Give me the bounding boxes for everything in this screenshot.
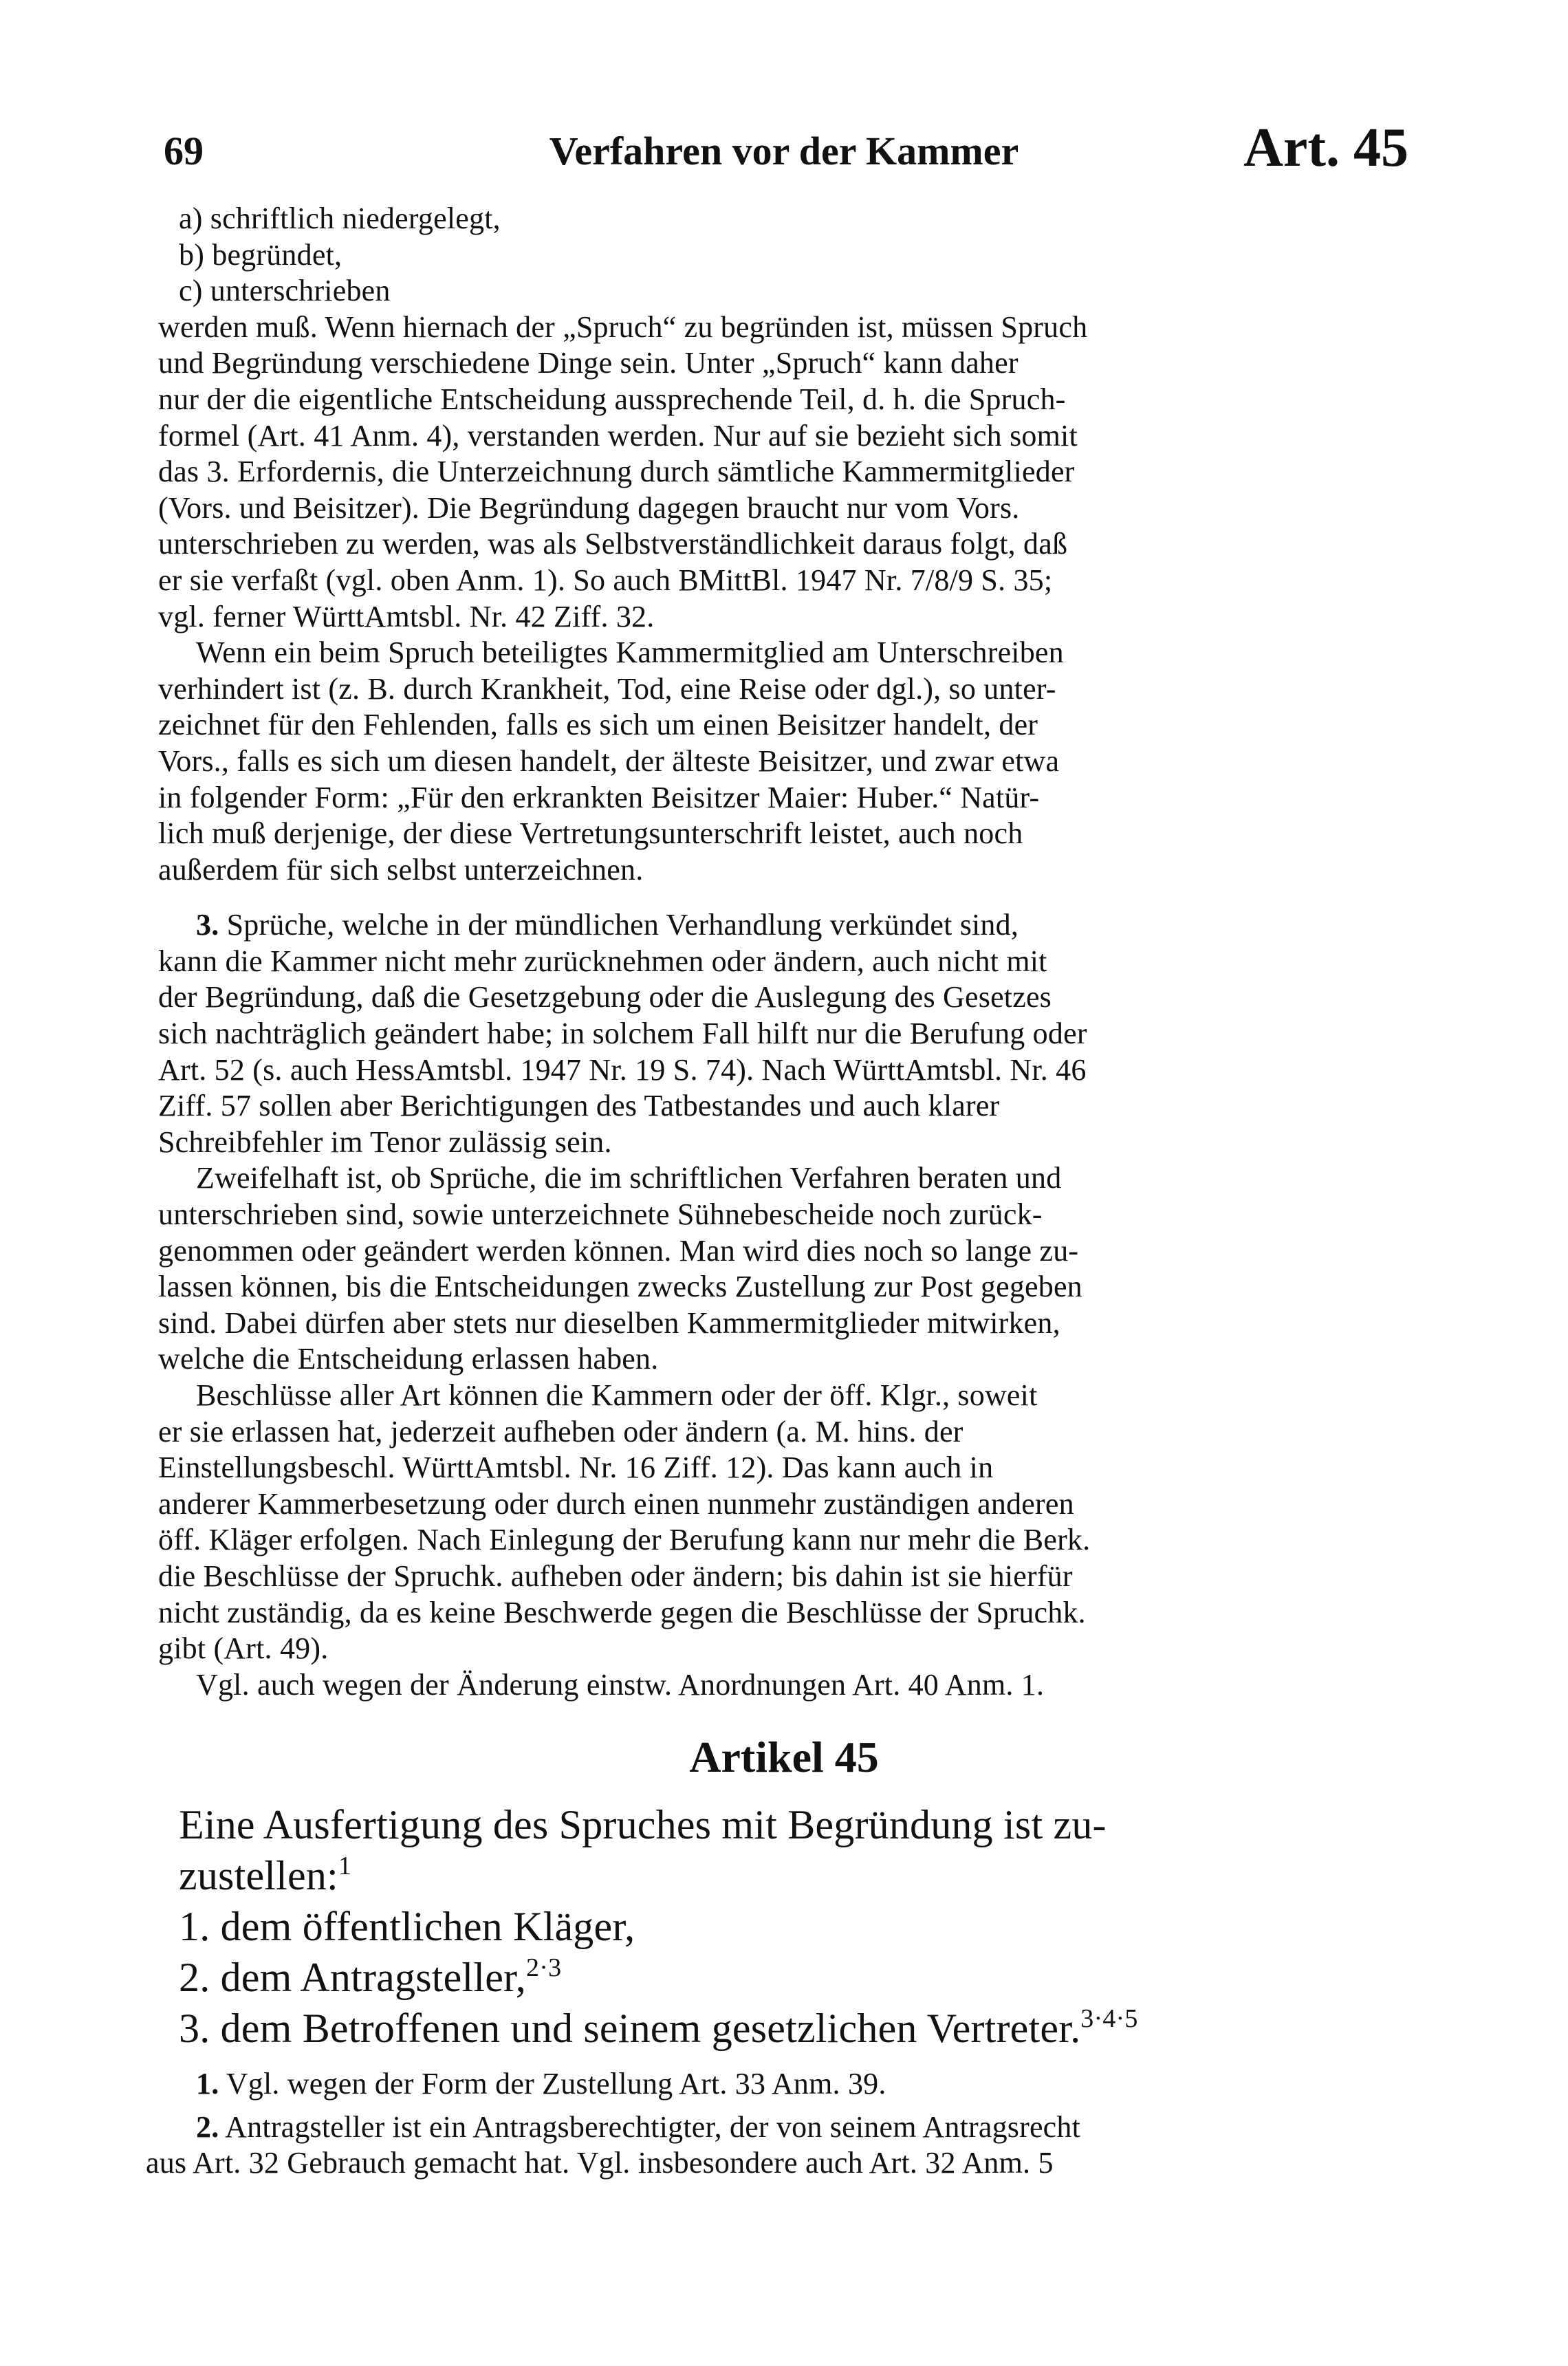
law-item (179, 1952, 1403, 2003)
text-line: kann die Kammer nicht mehr zurücknehmen oder ändern, auch nicht mit (158, 944, 1047, 978)
text-line: vgl. ferner WürttAmtsbl. Nr. 42 Ziff. 32. (158, 599, 655, 633)
text-line: gibt (Art. 49). (158, 1631, 329, 1666)
text-line: nur der die eigentliche Entscheidung aussprechende Teil, d. h. die Spruch- (158, 382, 1066, 416)
text-line: Vors., falls es sich um diesen handelt, der älteste Beisitzer, und zwar etwa (158, 744, 1060, 778)
text-line: außerdem für sich selbst unterzeichnen. (158, 852, 644, 887)
text-line: Beschlüsse aller Art können die Kammern oder der öff. Klgr., soweit (196, 1378, 1038, 1412)
note-number: 2. (196, 2109, 219, 2144)
law-item: 1. dem öffentlichen Kläger, (179, 1904, 635, 1949)
text-line: sich nachträglich geändert habe; in solchem Fall hilft nur die Berufung oder (158, 1017, 1087, 1051)
note-3 (158, 907, 1402, 1160)
text-line: Schreibfehler im Tenor zulässig sein. (158, 1125, 612, 1159)
text-line (158, 907, 1402, 944)
law-item (179, 2003, 1403, 2054)
note-number: 1. (196, 2067, 219, 2101)
running-title: Verfahren vor der Kammer (549, 129, 1019, 173)
text-line: nicht zuständig, da es keine Beschwerde gegen die Beschlüsse der Spruchk. (158, 1595, 1086, 1629)
text-line: Wenn ein beim Spruch beteiligtes Kammermitglied am Unterschreiben (196, 636, 1064, 670)
text-line: das 3. Erfordernis, die Unterzeichnung durch sämtliche Kammermitglieder (158, 455, 1075, 489)
list-item: a) schriftlich niedergelegt, (179, 202, 501, 235)
annotations-body (158, 201, 1402, 1703)
paragraph-gap (158, 888, 1402, 907)
note-2 (158, 2109, 1402, 2146)
note-1 (158, 2066, 1402, 2103)
note-text: Sprüche, welche in der mündlichen Verhandlung verkündet sind, (219, 908, 1019, 942)
text-line: unterschrieben zu werden, was als Selbstverständlichkeit daraus folgt, daß (158, 527, 1068, 561)
page-header (0, 116, 1568, 177)
text-line: er sie verfaßt (vgl. oben Anm. 1). So auch BMittBl. 1947 Nr. 7/8/9 S. 35; (158, 563, 1053, 597)
footnote-ref: 1 (338, 1852, 352, 1880)
text-line: öff. Kläger erfolgen. Nach Einlegung der Berufung kann nur mehr die Berk. (158, 1523, 1091, 1557)
paragraph-wenn (158, 635, 1402, 888)
text-line: aus Art. 32 Gebrauch gemacht hat. Vgl. insbesondere auch Art. 32 Anm. 5 (146, 2146, 1054, 2180)
page-number: 69 (164, 129, 204, 173)
text-line: lich muß derjenige, der diese Vertretungsunterschrift leistet, auch noch (158, 816, 1023, 851)
note-text: Vgl. wegen der Form der Zustellung Art. 33 Anm. 39. (219, 2067, 886, 2101)
law-line (179, 1850, 1403, 1901)
article-heading: Artikel 45 (689, 1733, 879, 1781)
text-line: die Beschlüsse der Spruchk. aufheben oder ändern; bis dahin ist sie hierfür (158, 1559, 1073, 1593)
article-text (179, 1799, 1403, 2054)
article-notes (146, 2066, 1402, 2182)
list-item: c) unterschrieben (179, 274, 391, 308)
text-line: Zweifelhaft ist, ob Sprüche, die im schriftlichen Verfahren beraten und (196, 1161, 1062, 1195)
law-text: 3. dem Betroffenen und seinem gesetzlichen Vertreter. (179, 2006, 1081, 2051)
text-line: anderer Kammerbesetzung oder durch einen nunmehr zuständigen anderen (158, 1486, 1074, 1521)
text-line: sind. Dabei dürfen aber stets nur dieselben Kammermitglieder mitwirken, (158, 1305, 1060, 1340)
text-line: genommen oder geändert werden können. Man wird dies noch so lange zu- (158, 1233, 1079, 1268)
text-line: zeichnet für den Fehlenden, falls es sich um einen Beisitzer handelt, der (158, 708, 1038, 742)
text-line: und Begründung verschiedene Dinge sein. Unter „Spruch“ kann daher (158, 346, 1019, 380)
text-line: der Begründung, daß die Gesetzgebung oder die Auslegung des Gesetzes (158, 980, 1052, 1014)
requirements-list (158, 201, 1402, 310)
text-line: formel (Art. 41 Anm. 4), verstanden werden. Nur auf sie bezieht sich somit (158, 418, 1078, 453)
paragraph-werden (158, 310, 1402, 635)
text-line: Art. 52 (s. auch HessAmtsbl. 1947 Nr. 19 S. 74). Nach WürttAmtsbl. Nr. 46 (158, 1052, 1087, 1087)
note-number: 3. (196, 908, 219, 942)
law-text: zustellen: (179, 1853, 338, 1898)
paragraph-vgl: Vgl. auch wegen der Änderung einstw. Anordnungen Art. 40 Anm. 1. (196, 1667, 1045, 1702)
footnote-ref: 3·4·5 (1080, 2004, 1138, 2033)
note-text: Antragsteller ist ein Antragsberechtigter, der von seinem Antragsrecht (219, 2109, 1081, 2144)
article-marker: Art. 45 (1243, 118, 1408, 178)
text-line: Einstellungsbeschl. WürttAmtsbl. Nr. 16 Ziff. 12). Das kann auch in (158, 1451, 994, 1485)
text-line: unterschrieben sind, sowie unterzeichnete Sühnebescheide noch zurück- (158, 1197, 1043, 1232)
text-line: in folgender Form: „Für den erkrankten Beisitzer Maier: Huber.“ Natür- (158, 780, 1040, 814)
list-item: b) begründet, (179, 237, 342, 272)
text-line: Ziff. 57 sollen aber Berichtigungen des Tatbestandes und auch klarer (158, 1089, 1000, 1123)
footnote-ref: 2·3 (526, 1953, 562, 1982)
law-text: 2. dem Antragsteller, (179, 1955, 527, 2000)
text-line: verhindert ist (z. B. durch Krankheit, Tod, eine Reise oder dgl.), so unter- (158, 671, 1056, 706)
text-line: er sie erlassen hat, jederzeit aufheben oder ändern (a. M. hins. der (158, 1414, 963, 1448)
text-line: werden muß. Wenn hiernach der „Spruch“ zu begründen ist, müssen Spruch (158, 310, 1088, 344)
text-line: lassen können, bis die Entscheidungen zwecks Zustellung zur Post gegeben (158, 1270, 1082, 1304)
law-line: Eine Ausfertigung des Spruches mit Begründung ist zu- (179, 1802, 1107, 1847)
paragraph-beschluesse (158, 1378, 1402, 1667)
text-line: welche die Entscheidung erlassen haben. (158, 1342, 659, 1376)
text-line: (Vors. und Beisitzer). Die Begründung dagegen braucht nur vom Vors. (158, 490, 1020, 525)
paragraph-zweifel (158, 1160, 1402, 1378)
